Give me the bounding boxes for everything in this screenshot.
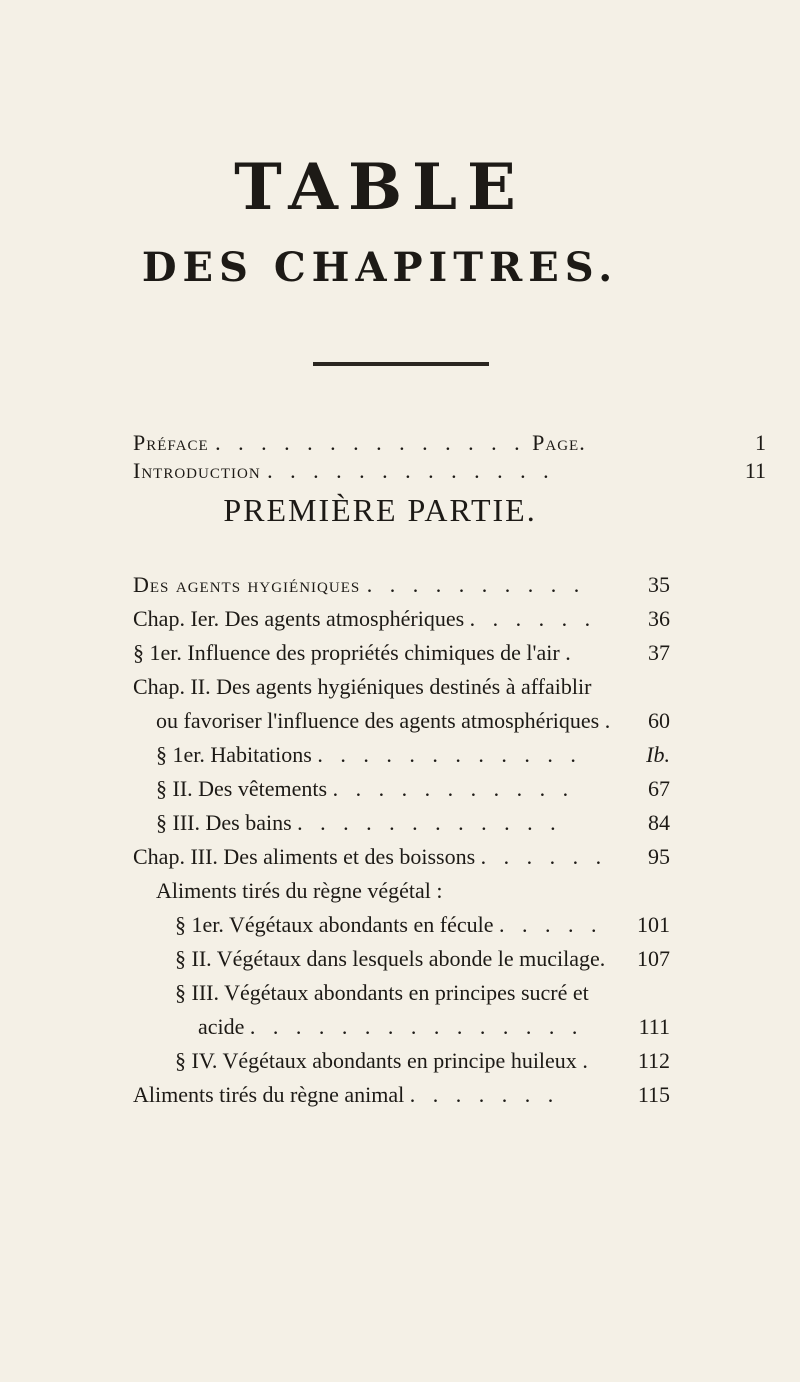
toc-leader-dots: .	[565, 640, 577, 665]
toc-entry	[0, 738, 800, 772]
toc-entry	[0, 772, 800, 806]
toc-page-number: 95	[648, 844, 670, 869]
toc-page-number: 11	[744, 458, 766, 483]
toc-entry-label: § IV. Végétaux abondants en principe huileux	[175, 1048, 577, 1073]
toc-page-number: 67	[648, 776, 670, 801]
toc-entry-label: ou favoriser l'influence des agents atmosphériques	[156, 708, 600, 733]
toc-entry	[0, 942, 800, 976]
toc-entry-label: acide	[198, 1014, 245, 1039]
toc-entry	[0, 1010, 800, 1044]
toc-entry-label: Chap. III. Des aliments et des boissons	[133, 844, 476, 869]
toc-entry-label: Chap. II. Des agents hygiéniques destinés à affaiblir	[133, 674, 592, 699]
toc-page-number: 60	[648, 708, 670, 733]
toc-entry	[0, 1044, 800, 1078]
toc-entry-label: § III. Des bains	[156, 810, 292, 835]
toc-entry-label: Des agents hygiéniques	[133, 572, 361, 597]
toc-page-number: 101	[637, 912, 670, 937]
toc-entry	[0, 704, 800, 738]
decorative-rule	[313, 362, 489, 366]
toc-entry	[0, 976, 800, 1010]
toc-entry-label: Chap. Ier. Des agents atmosphériques	[133, 606, 465, 631]
toc-entry-label: Préface	[133, 430, 209, 455]
toc-entry	[0, 908, 800, 942]
toc-entry-label: Aliments tirés du règne végétal :	[156, 878, 443, 903]
toc-page-number: 112	[637, 1048, 670, 1073]
toc-leader-dots: . . . . . . . . . . . .	[317, 742, 582, 767]
toc-entry-label: Introduction	[133, 458, 261, 483]
toc-entry	[0, 602, 800, 636]
toc-entry	[0, 874, 800, 908]
toc-leader-dots: . . . . . . . . . . . .	[297, 810, 562, 835]
toc-entry-label: § 1er. Habitations	[156, 742, 312, 767]
toc-leader-dots: .	[604, 708, 617, 733]
toc-page-word: Page.	[532, 430, 586, 455]
toc-entry-label: § 1er. Influence des propriétés chimiques de l'air	[133, 640, 560, 665]
toc-entry-label: § III. Végétaux abondants en principes sucré et	[175, 980, 589, 1005]
toc-page-number: 1	[755, 430, 766, 455]
toc-entry	[0, 568, 800, 602]
toc-page-number: 107	[637, 946, 670, 971]
toc-entry-label: § II. Des vêtements	[156, 776, 328, 801]
toc-leader-dots: . . . . . .	[469, 606, 597, 631]
toc-entry-label: Aliments tirés du règne animal	[133, 1082, 405, 1107]
toc-page-number: 35	[648, 572, 670, 597]
toc-entry-label: § II. Végétaux dans lesquels abonde le mucilage.	[175, 946, 606, 971]
toc-page-number: 36	[648, 606, 670, 631]
toc-leader-dots: . . . . . . . . . . .	[332, 776, 575, 801]
toc-page-number: 115	[637, 1082, 670, 1107]
toc-leader-dots: . . . . . . . . . . . . . .	[215, 430, 526, 455]
toc-page-number: 37	[648, 640, 670, 665]
toc-leader-dots: . . . . . . . . . .	[366, 572, 586, 597]
toc-leader-dots: . . . . . . . . . . . . . . .	[249, 1014, 584, 1039]
toc-page-number: 84	[648, 810, 670, 835]
toc-leader-dots: .	[582, 1048, 594, 1073]
toc-entry	[0, 806, 800, 840]
toc-entry	[0, 840, 800, 874]
toc-entry	[0, 636, 800, 670]
toc-entry	[0, 1078, 800, 1112]
toc-entry	[0, 670, 800, 704]
toc-leader-dots: . . . . . . .	[409, 1082, 560, 1107]
page-title: TABLE	[234, 150, 526, 225]
toc-leader-dots: . . . . . . . . . . . . .	[267, 458, 555, 483]
toc-entry-label: § 1er. Végétaux abondants en fécule	[175, 912, 494, 937]
toc-page-number: Ib.	[646, 742, 670, 767]
toc-entry-introduction	[0, 454, 800, 488]
toc-leader-dots: . . . . .	[498, 912, 603, 937]
toc-page-number: 111	[638, 1014, 670, 1039]
part-title: PREMIÈRE PARTIE.	[223, 492, 537, 528]
toc-leader-dots: . . . . . .	[480, 844, 608, 869]
page-subtitle: DES CHAPITRES.	[141, 244, 619, 291]
